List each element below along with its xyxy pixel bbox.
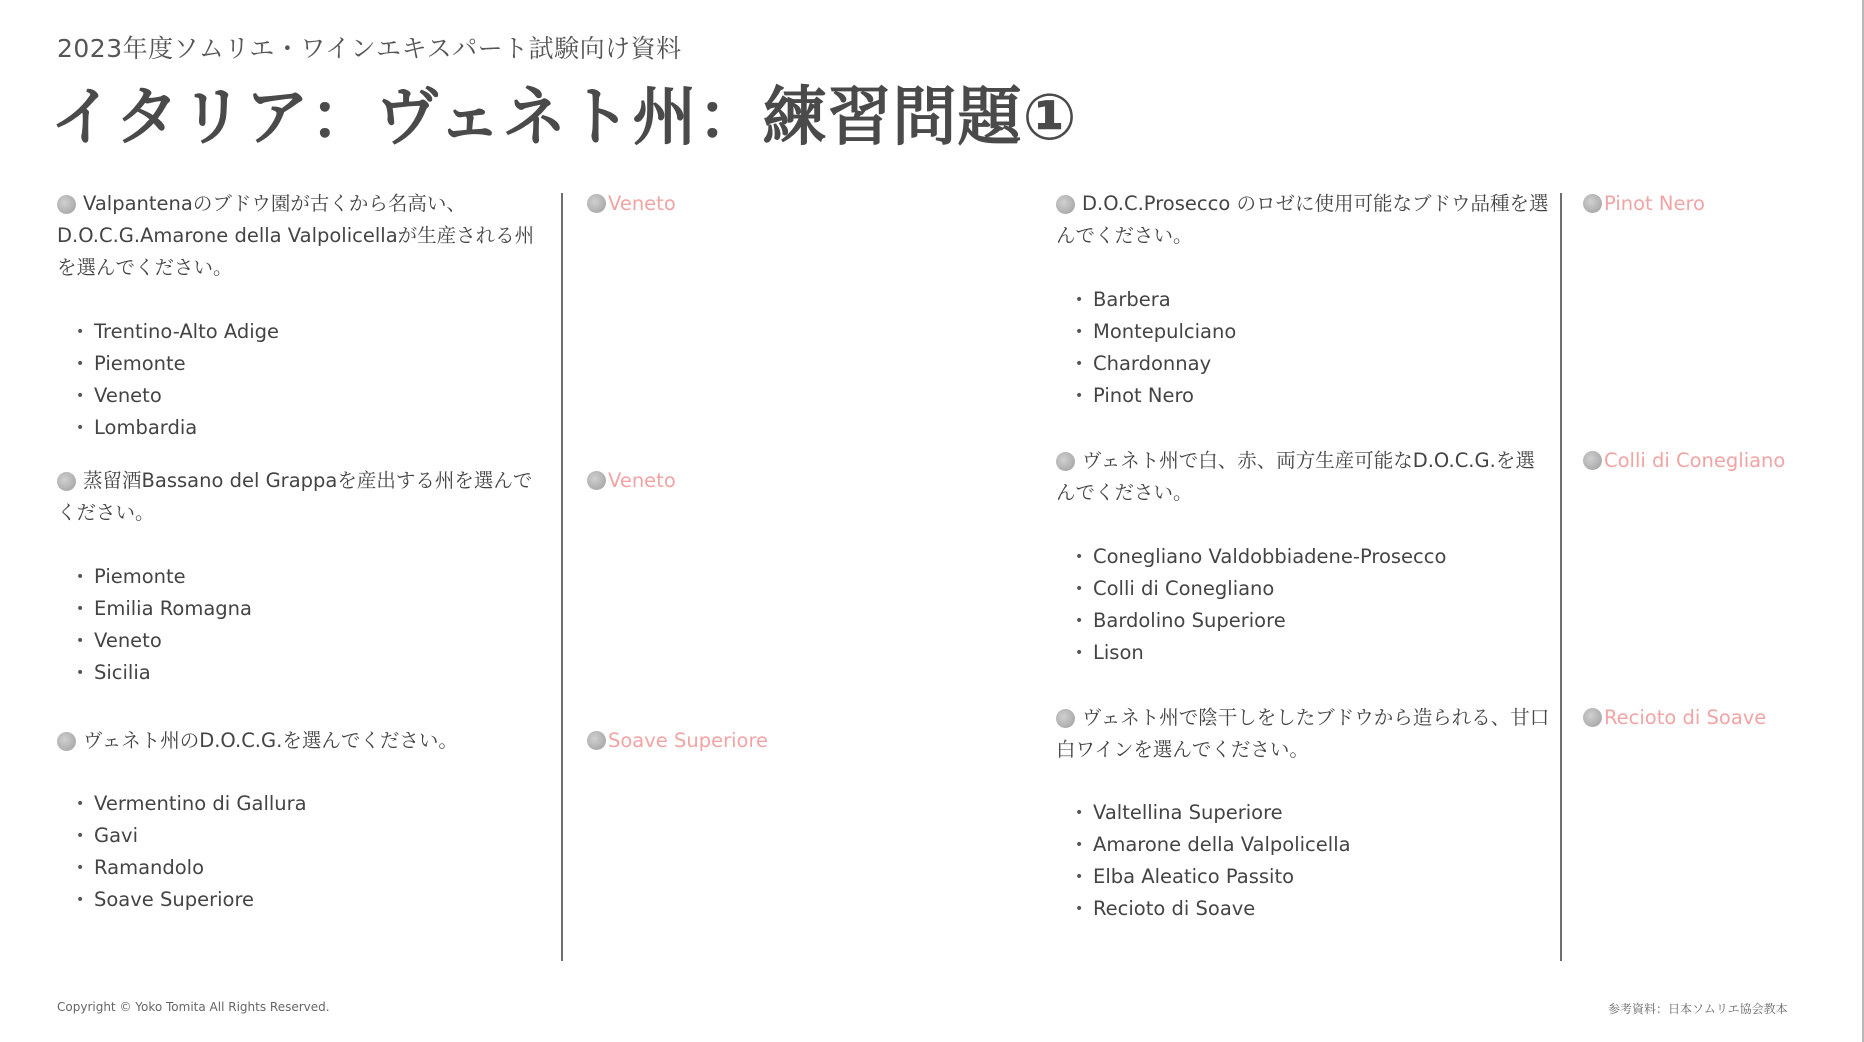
bullet-marker-icon	[1583, 708, 1602, 727]
list-item: • Piemonte	[76, 561, 252, 593]
question-3: ヴェネト州のD.O.C.G.を選んでください。	[57, 725, 547, 757]
answer-5: Colli di Conegliano	[1583, 445, 1785, 477]
options-list-2	[76, 561, 252, 689]
list-item: • Sicilia	[76, 657, 252, 689]
list-item: • Emilia Romagna	[76, 593, 252, 625]
bullet-marker-icon	[57, 732, 76, 751]
list-item: • Chardonnay	[1075, 348, 1236, 380]
list-item: • Montepulciano	[1075, 316, 1236, 348]
list-item: • Elba Aleatico Passito	[1075, 861, 1351, 893]
question-4: D.O.C.Prosecco のロゼに使用可能なブドウ品種を選んでください。	[1056, 192, 1549, 247]
list-item: • Gavi	[76, 820, 307, 852]
options-list-3	[76, 788, 307, 916]
page-subtitle: 2023年度ソムリエ・ワインエキスパート試験向け資料	[57, 34, 682, 63]
list-item: • Pinot Nero	[1075, 380, 1236, 412]
list-item: • Soave Superiore	[76, 884, 307, 916]
list-item: • Ramandolo	[76, 852, 307, 884]
options-list-5	[1075, 541, 1446, 669]
list-item: • Lison	[1075, 637, 1446, 669]
list-item: • Valtellina Superiore	[1075, 797, 1351, 829]
list-item: • Lombardia	[76, 412, 279, 444]
options-list-1	[76, 316, 279, 444]
list-item: • Bardolino Superiore	[1075, 605, 1446, 637]
list-item: • Barbera	[1075, 284, 1236, 316]
answer-6: Recioto di Soave	[1583, 702, 1766, 734]
question-6: ヴェネト州で陰干しをしたブドウから造られる、甘口白ワインを選んでください。	[1056, 706, 1550, 761]
options-list-6	[1075, 797, 1351, 925]
copyright-text: Copyright © Yoko Tomita All Rights Reserved.	[57, 1000, 330, 1014]
list-item: • Veneto	[76, 625, 252, 657]
column-divider-left	[561, 193, 563, 961]
bullet-marker-icon	[1056, 195, 1075, 214]
reference-text: 参考資料：日本ソムリエ協会教本	[1608, 1002, 1788, 1016]
list-item: • Piemonte	[76, 348, 279, 380]
bullet-marker-icon	[1583, 451, 1602, 470]
answer-2: Veneto	[587, 465, 676, 497]
answer-4: Pinot Nero	[1583, 188, 1705, 220]
question-2: 蒸留酒Bassano del Grappaを産出する州を選んでください。	[57, 469, 533, 524]
bullet-marker-icon	[57, 472, 76, 491]
question-5: ヴェネト州で白、赤、両方生産可能なD.O.C.G.を選んでください。	[1056, 449, 1535, 504]
bullet-marker-icon	[1583, 194, 1602, 213]
bullet-marker-icon	[1056, 709, 1075, 728]
answer-3: Soave Superiore	[587, 725, 768, 757]
list-item: • Colli di Conegliano	[1075, 573, 1446, 605]
list-item: • Recioto di Soave	[1075, 893, 1351, 925]
page-title: イタリア：ヴェネト州：練習問題①	[50, 81, 1078, 155]
column-divider-right	[1560, 193, 1562, 961]
list-item: • Vermentino di Gallura	[76, 788, 307, 820]
question-1: Valpantenaのブドウ園が古くから名高い、D.O.C.G.Amarone della Valpolicellaが生産される州を選んでください。	[57, 192, 535, 279]
bullet-marker-icon	[587, 471, 606, 490]
list-item: • Veneto	[76, 380, 279, 412]
list-item: • Trentino-Alto Adige	[76, 316, 279, 348]
options-list-4	[1075, 284, 1236, 412]
bullet-marker-icon	[587, 194, 606, 213]
list-item: • Conegliano Valdobbiadene-Prosecco	[1075, 541, 1446, 573]
list-item: • Amarone della Valpolicella	[1075, 829, 1351, 861]
bullet-marker-icon	[587, 731, 606, 750]
bullet-marker-icon	[1056, 452, 1075, 471]
answer-1: Veneto	[587, 188, 676, 220]
bullet-marker-icon	[57, 195, 76, 214]
